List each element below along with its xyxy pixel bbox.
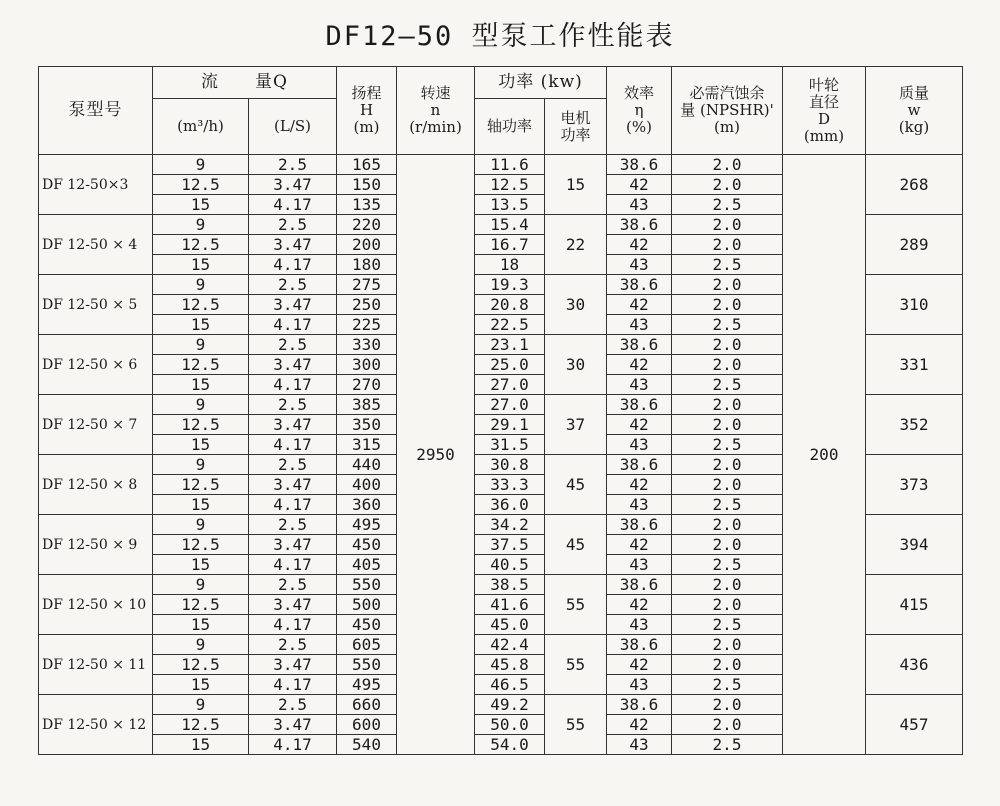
motor-power-cell: 45 [545,455,607,515]
flow-ls-cell: 3.47 [249,295,337,315]
flow-m3h-cell: 12.5 [153,295,249,315]
npsh-cell: 2.0 [672,335,783,355]
header-flow-m3h: (m³/h) [153,99,249,155]
mass-cell: 268 [866,155,963,215]
efficiency-cell: 43 [607,255,672,275]
npsh-cell: 2.5 [672,255,783,275]
header-speed-line: 转速 [420,84,451,102]
npsh-cell: 2.5 [672,555,783,575]
flow-m3h-cell: 9 [153,695,249,715]
flow-ls-cell: 3.47 [249,595,337,615]
efficiency-cell: 43 [607,195,672,215]
efficiency-cell: 43 [607,555,672,575]
head-cell: 540 [337,735,397,755]
flow-ls-cell: 3.47 [249,355,337,375]
motor-power-cell: 15 [545,155,607,215]
npsh-cell: 2.5 [672,495,783,515]
npsh-cell: 2.5 [672,375,783,395]
efficiency-cell: 38.6 [607,335,672,355]
shaft-power-cell: 13.5 [475,195,545,215]
efficiency-cell: 42 [607,655,672,675]
shaft-power-cell: 45.0 [475,615,545,635]
header-npsh-line: (m) [714,118,740,136]
shaft-power-cell: 27.0 [475,375,545,395]
flow-m3h-cell: 9 [153,215,249,235]
flow-m3h-cell: 12.5 [153,355,249,375]
npsh-cell: 2.0 [672,515,783,535]
flow-m3h-cell: 12.5 [153,175,249,195]
header-head [337,67,397,155]
shaft-power-cell: 36.0 [475,495,545,515]
shaft-power-cell: 12.5 [475,175,545,195]
header-speed-line: (r/min) [409,118,462,136]
flow-m3h-cell: 9 [153,335,249,355]
flow-ls-cell: 4.17 [249,735,337,755]
flow-ls-cell: 3.47 [249,535,337,555]
efficiency-cell: 42 [607,475,672,495]
header-impeller [783,67,866,155]
shaft-power-cell: 27.0 [475,395,545,415]
efficiency-cell: 43 [607,375,672,395]
header-npsh-line: 必需汽蚀余 [689,84,765,102]
head-cell: 660 [337,695,397,715]
shaft-power-cell: 37.5 [475,535,545,555]
efficiency-cell: 42 [607,535,672,555]
shaft-power-cell: 16.7 [475,235,545,255]
mass-cell: 394 [866,515,963,575]
shaft-power-cell: 20.8 [475,295,545,315]
header-speed-line: n [430,101,441,119]
npsh-cell: 2.0 [672,575,783,595]
header-motor-power-line: 电机 [560,108,591,127]
head-cell: 150 [337,175,397,195]
mass-cell: 436 [866,635,963,695]
flow-m3h-cell: 9 [153,635,249,655]
header-mass-line: (kg) [898,118,930,136]
flow-m3h-cell: 12.5 [153,655,249,675]
header-flow: 流 量Q [153,67,337,99]
flow-ls-cell: 2.5 [249,395,337,415]
header-efficiency-line: η [634,101,644,119]
efficiency-cell: 43 [607,735,672,755]
header-mass-line: 质量 [898,84,929,102]
header-flow-ls: (L/S) [249,99,337,155]
head-cell: 360 [337,495,397,515]
shaft-power-cell: 30.8 [475,455,545,475]
flow-m3h-cell: 15 [153,675,249,695]
head-cell: 385 [337,395,397,415]
efficiency-cell: 42 [607,175,672,195]
efficiency-cell: 43 [607,495,672,515]
mass-cell: 331 [866,335,963,395]
npsh-cell: 2.5 [672,735,783,755]
efficiency-cell: 42 [607,295,672,315]
mass-cell: 457 [866,695,963,755]
mass-cell: 415 [866,575,963,635]
npsh-cell: 2.5 [672,615,783,635]
flow-ls-cell: 4.17 [249,555,337,575]
head-cell: 200 [337,235,397,255]
model-cell: DF 12-50 × 11 [39,635,153,695]
npsh-cell: 2.0 [672,655,783,675]
model-cell: DF 12-50 × 12 [39,695,153,755]
flow-m3h-cell: 15 [153,735,249,755]
flow-m3h-cell: 12.5 [153,715,249,735]
shaft-power-cell: 49.2 [475,695,545,715]
header-npsh [672,67,783,155]
shaft-power-cell: 45.8 [475,655,545,675]
efficiency-cell: 38.6 [607,155,672,175]
head-cell: 165 [337,155,397,175]
header-impeller-line: 直径 [808,92,839,111]
efficiency-cell: 38.6 [607,215,672,235]
flow-m3h-cell: 12.5 [153,235,249,255]
efficiency-cell: 38.6 [607,635,672,655]
flow-ls-cell: 2.5 [249,635,337,655]
header-efficiency-line: (%) [626,118,652,136]
npsh-cell: 2.0 [672,455,783,475]
header-mass-line: w [907,101,921,119]
flow-ls-cell: 3.47 [249,175,337,195]
flow-ls-cell: 3.47 [249,415,337,435]
flow-m3h-cell: 9 [153,515,249,535]
flow-m3h-cell: 15 [153,255,249,275]
header-efficiency-line: 效率 [623,84,654,102]
flow-ls-cell: 2.5 [249,335,337,355]
efficiency-cell: 38.6 [607,395,672,415]
model-cell: DF 12-50 × 9 [39,515,153,575]
flow-ls-cell: 2.5 [249,455,337,475]
shaft-power-cell: 22.5 [475,315,545,335]
npsh-cell: 2.0 [672,695,783,715]
head-cell: 350 [337,415,397,435]
motor-power-cell: 55 [545,635,607,695]
head-cell: 300 [337,355,397,375]
head-cell: 330 [337,335,397,355]
efficiency-cell: 42 [607,595,672,615]
head-cell: 550 [337,655,397,675]
flow-ls-cell: 2.5 [249,695,337,715]
efficiency-cell: 43 [607,315,672,335]
shaft-power-cell: 18 [475,255,545,275]
header-motor-power-line: 功率 [560,125,591,144]
npsh-cell: 2.0 [672,175,783,195]
model-cell: DF 12-50 × 10 [39,575,153,635]
shaft-power-cell: 34.2 [475,515,545,535]
flow-ls-cell: 2.5 [249,575,337,595]
model-cell: DF 12-50 × 5 [39,275,153,335]
header-impeller-line: 叶轮 [808,75,839,94]
efficiency-cell: 42 [607,415,672,435]
motor-power-cell: 55 [545,575,607,635]
flow-ls-cell: 4.17 [249,615,337,635]
flow-ls-cell: 2.5 [249,155,337,175]
efficiency-cell: 38.6 [607,575,672,595]
shaft-power-cell: 29.1 [475,415,545,435]
header-motor-power [545,99,607,155]
shaft-power-cell: 42.4 [475,635,545,655]
header-power: 功率 (kw) [475,67,607,99]
header-model: 泵型号 [39,67,153,155]
head-cell: 135 [337,195,397,215]
npsh-cell: 2.5 [672,675,783,695]
flow-ls-cell: 3.47 [249,475,337,495]
flow-ls-cell: 3.47 [249,235,337,255]
motor-power-cell: 37 [545,395,607,455]
npsh-cell: 2.0 [672,295,783,315]
head-cell: 550 [337,575,397,595]
header-shaft-power: 轴功率 [475,99,545,155]
shaft-power-cell: 19.3 [475,275,545,295]
table-body [39,155,963,755]
flow-m3h-cell: 15 [153,495,249,515]
model-cell: DF 12-50 × 6 [39,335,153,395]
flow-m3h-cell: 15 [153,195,249,215]
performance-table [38,66,963,755]
flow-ls-cell: 2.5 [249,215,337,235]
flow-m3h-cell: 15 [153,375,249,395]
table-row [39,155,963,175]
flow-m3h-cell: 12.5 [153,475,249,495]
mass-cell: 373 [866,455,963,515]
npsh-cell: 2.0 [672,155,783,175]
header-head-line: 扬程 [351,84,382,102]
shaft-power-cell: 11.6 [475,155,545,175]
efficiency-cell: 38.6 [607,455,672,475]
motor-power-cell: 45 [545,515,607,575]
mass-cell: 310 [866,275,963,335]
npsh-cell: 2.0 [672,635,783,655]
npsh-cell: 2.0 [672,415,783,435]
npsh-cell: 2.0 [672,395,783,415]
flow-ls-cell: 4.17 [249,255,337,275]
efficiency-cell: 42 [607,715,672,735]
head-cell: 440 [337,455,397,475]
motor-power-cell: 30 [545,335,607,395]
flow-ls-cell: 4.17 [249,195,337,215]
header-head-line: (m) [353,118,380,136]
npsh-cell: 2.0 [672,275,783,295]
flow-ls-cell: 4.17 [249,495,337,515]
efficiency-cell: 43 [607,435,672,455]
mass-cell: 289 [866,215,963,275]
flow-m3h-cell: 12.5 [153,415,249,435]
efficiency-cell: 43 [607,615,672,635]
shaft-power-cell: 40.5 [475,555,545,575]
efficiency-cell: 38.6 [607,515,672,535]
head-cell: 500 [337,595,397,615]
efficiency-cell: 38.6 [607,275,672,295]
shaft-power-cell: 38.5 [475,575,545,595]
npsh-cell: 2.0 [672,235,783,255]
head-cell: 405 [337,555,397,575]
flow-m3h-cell: 9 [153,155,249,175]
shaft-power-cell: 46.5 [475,675,545,695]
flow-ls-cell: 4.17 [249,675,337,695]
head-cell: 180 [337,255,397,275]
efficiency-cell: 38.6 [607,695,672,715]
speed-cell: 2950 [397,155,475,755]
npsh-cell: 2.5 [672,435,783,455]
head-cell: 270 [337,375,397,395]
shaft-power-cell: 25.0 [475,355,545,375]
npsh-cell: 2.0 [672,355,783,375]
flow-ls-cell: 4.17 [249,315,337,335]
motor-power-cell: 55 [545,695,607,755]
impeller-cell: 200 [783,155,866,755]
head-cell: 220 [337,215,397,235]
head-cell: 275 [337,275,397,295]
head-cell: 495 [337,675,397,695]
npsh-cell: 2.5 [672,195,783,215]
shaft-power-cell: 31.5 [475,435,545,455]
npsh-cell: 2.0 [672,715,783,735]
motor-power-cell: 30 [545,275,607,335]
model-cell: DF 12-50 × 4 [39,215,153,275]
npsh-cell: 2.0 [672,215,783,235]
flow-m3h-cell: 9 [153,455,249,475]
model-cell: DF 12-50 × 7 [39,395,153,455]
efficiency-cell: 43 [607,675,672,695]
flow-ls-cell: 4.17 [249,375,337,395]
page-title: DF12—50 型泵工作性能表 [325,21,675,52]
flow-m3h-cell: 15 [153,315,249,335]
head-cell: 315 [337,435,397,455]
npsh-cell: 2.0 [672,535,783,555]
flow-ls-cell: 3.47 [249,715,337,735]
head-cell: 400 [337,475,397,495]
head-cell: 250 [337,295,397,315]
head-cell: 225 [337,315,397,335]
flow-m3h-cell: 9 [153,275,249,295]
flow-ls-cell: 3.47 [249,655,337,675]
shaft-power-cell: 33.3 [475,475,545,495]
head-cell: 605 [337,635,397,655]
header-mass [866,67,963,155]
flow-ls-cell: 4.17 [249,435,337,455]
npsh-cell: 2.0 [672,595,783,615]
shaft-power-cell: 23.1 [475,335,545,355]
motor-power-cell: 22 [545,215,607,275]
header-impeller-line: D [817,109,831,128]
flow-m3h-cell: 12.5 [153,535,249,555]
header-speed [397,67,475,155]
shaft-power-cell: 54.0 [475,735,545,755]
head-cell: 450 [337,535,397,555]
npsh-cell: 2.0 [672,475,783,495]
flow-m3h-cell: 9 [153,395,249,415]
efficiency-cell: 42 [607,235,672,255]
flow-m3h-cell: 15 [153,435,249,455]
shaft-power-cell: 41.6 [475,595,545,615]
mass-cell: 352 [866,395,963,455]
header-npsh-line: 量 (NPSHR)' [680,101,774,119]
head-cell: 495 [337,515,397,535]
head-cell: 600 [337,715,397,735]
flow-m3h-cell: 9 [153,575,249,595]
efficiency-cell: 42 [607,355,672,375]
model-cell: DF 12-50×3 [39,155,153,215]
flow-m3h-cell: 15 [153,615,249,635]
flow-ls-cell: 2.5 [249,275,337,295]
flow-m3h-cell: 12.5 [153,595,249,615]
shaft-power-cell: 15.4 [475,215,545,235]
flow-ls-cell: 2.5 [249,515,337,535]
flow-m3h-cell: 15 [153,555,249,575]
model-cell: DF 12-50 × 8 [39,455,153,515]
table-header [39,67,963,155]
header-efficiency [607,67,672,155]
header-impeller-line: (mm) [803,126,845,145]
npsh-cell: 2.5 [672,315,783,335]
header-head-line: H [359,101,374,119]
shaft-power-cell: 50.0 [475,715,545,735]
head-cell: 450 [337,615,397,635]
